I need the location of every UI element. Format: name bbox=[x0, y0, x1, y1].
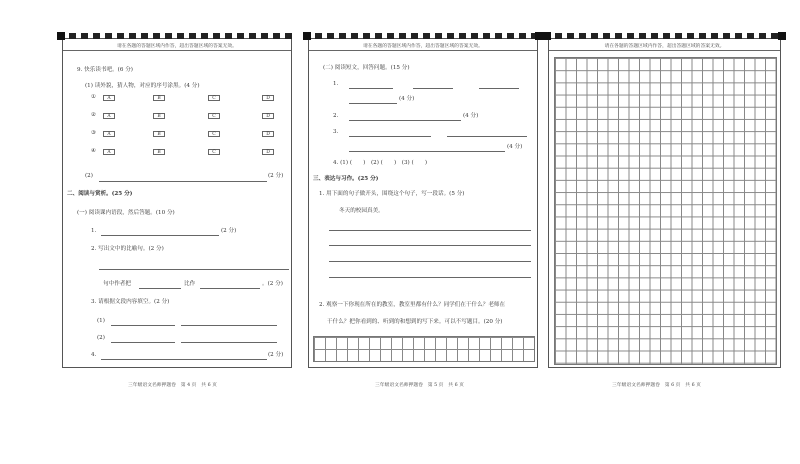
option-row-number: ① bbox=[91, 94, 97, 100]
subsection-2: (二) 阅读短文，回答问题。(15 分) bbox=[323, 65, 410, 71]
option-a-bubble[interactable]: A bbox=[103, 131, 115, 137]
page-4-top-dashes bbox=[57, 33, 297, 39]
q9-title: 9. 快乐读书吧。(6 分) bbox=[77, 67, 133, 73]
writing-line[interactable] bbox=[329, 230, 531, 231]
answer-line[interactable] bbox=[349, 103, 397, 104]
composition-grid[interactable] bbox=[313, 336, 535, 362]
a1: 1. bbox=[91, 228, 97, 234]
option-c-bubble[interactable]: C bbox=[208, 113, 220, 119]
writing-line[interactable] bbox=[329, 277, 531, 278]
answer-line[interactable] bbox=[111, 325, 175, 326]
option-b-bubble[interactable]: B bbox=[153, 113, 165, 119]
option-d-bubble[interactable]: D bbox=[262, 95, 274, 101]
q9-1: (1) 读外貌，猜人物，对应的序号涂黑。(4 分) bbox=[85, 83, 200, 89]
b1: 1. bbox=[333, 81, 339, 87]
b4: 4. (1) ( ) (2) ( ) (3) ( ) bbox=[333, 160, 428, 166]
page-6 bbox=[548, 38, 781, 368]
option-b-bubble[interactable]: B bbox=[153, 95, 165, 101]
header-divider bbox=[549, 50, 780, 51]
option-a-bubble[interactable]: A bbox=[103, 95, 115, 101]
section-2-title: 二、阅读与赏析。(25 分) bbox=[67, 191, 133, 197]
page-5-footer: 三年级语文名师押题卷 第 5 页 共 6 页 bbox=[375, 383, 464, 388]
composition-grid[interactable] bbox=[554, 57, 777, 365]
a1-score: (2 分) bbox=[221, 228, 237, 234]
answer-line[interactable] bbox=[349, 151, 505, 152]
a4: 4. bbox=[91, 352, 97, 358]
answer-line[interactable] bbox=[139, 288, 181, 289]
answer-line[interactable] bbox=[181, 342, 277, 343]
option-c-bubble[interactable]: C bbox=[208, 149, 220, 155]
answer-line[interactable] bbox=[413, 88, 453, 89]
c1-prompt: 冬天的校园真美。 bbox=[339, 208, 384, 214]
option-d-bubble[interactable]: D bbox=[262, 149, 274, 155]
option-c-bubble[interactable]: C bbox=[208, 95, 220, 101]
answer-line[interactable] bbox=[101, 235, 219, 236]
header-divider bbox=[63, 50, 291, 51]
writing-line[interactable] bbox=[329, 245, 531, 246]
option-c-bubble[interactable]: C bbox=[208, 131, 220, 137]
b3-score: (4 分) bbox=[507, 144, 523, 150]
option-d-bubble[interactable]: D bbox=[262, 131, 274, 137]
page-6-footer: 三年级语文名师押题卷 第 6 页 共 6 页 bbox=[612, 383, 701, 388]
page-4-footer: 三年级语文名师押题卷 第 4 页 共 6 页 bbox=[128, 383, 217, 388]
answer-line[interactable] bbox=[181, 325, 277, 326]
answer-line[interactable] bbox=[101, 359, 267, 360]
page-6-top-dashes bbox=[543, 33, 786, 39]
answer-line[interactable] bbox=[99, 269, 289, 270]
answer-line[interactable] bbox=[349, 136, 431, 137]
a2-line: 句中作者把 bbox=[103, 281, 131, 287]
header-note: 请在各题的答题区域内作答，超出答题区域的答案无效。 bbox=[604, 44, 725, 49]
b2: 2. bbox=[333, 113, 339, 119]
option-row-number: ④ bbox=[91, 148, 97, 154]
answer-line[interactable] bbox=[479, 88, 519, 89]
a2-mid: 比作 bbox=[184, 281, 196, 287]
answer-line[interactable] bbox=[111, 342, 175, 343]
option-b-bubble[interactable]: B bbox=[153, 131, 165, 137]
a4-score: (2 分) bbox=[268, 352, 284, 358]
page-5 bbox=[308, 38, 538, 368]
q9-2: (2) bbox=[85, 173, 93, 179]
header-note: 请在各题的答题区域内作答，超出答题区域的答案无效。 bbox=[363, 44, 483, 49]
subsection-1: (一) 阅读课内语段，然后答题。(10 分) bbox=[77, 210, 175, 216]
option-a-bubble[interactable]: A bbox=[103, 113, 115, 119]
a3-1: (1) bbox=[97, 318, 105, 324]
c2-line-2: 干什么？把你看到的、听到的和想到的写下来。可以不写题目。(20 分) bbox=[327, 319, 503, 325]
b1-score: (4 分) bbox=[399, 96, 415, 102]
option-b-bubble[interactable]: B bbox=[153, 149, 165, 155]
page-5-top-dashes bbox=[303, 33, 543, 39]
answer-line[interactable] bbox=[200, 288, 260, 289]
answer-line[interactable] bbox=[99, 181, 267, 182]
option-row-number: ② bbox=[91, 112, 97, 118]
option-row-number: ③ bbox=[91, 130, 97, 136]
c1: 1. 用下面的句子做开头，围绕这个句子，写一段话。(5 分) bbox=[319, 191, 465, 197]
answer-line[interactable] bbox=[447, 136, 527, 137]
page-4 bbox=[62, 38, 292, 368]
b3: 3. bbox=[333, 129, 339, 135]
option-d-bubble[interactable]: D bbox=[262, 113, 274, 119]
q9-2-score: (2 分) bbox=[268, 173, 284, 179]
a2-end: 。(2 分) bbox=[262, 281, 283, 287]
a3-2: (2) bbox=[97, 335, 105, 341]
answer-line[interactable] bbox=[349, 120, 461, 121]
a3: 3. 请根据文段内容填空。(2 分) bbox=[91, 299, 170, 305]
a2: 2. 写出文中的比喻句。(2 分) bbox=[91, 246, 164, 252]
header-note: 请在各题的答题区域内作答，超出答题区域的答案无效。 bbox=[117, 44, 237, 49]
option-a-bubble[interactable]: A bbox=[103, 149, 115, 155]
answer-line[interactable] bbox=[349, 88, 393, 89]
c2-line-1: 2. 观察一下你现在所在的教室，教室里都有什么？同学们在干什么？老师在 bbox=[319, 302, 506, 308]
section-3-title: 三、表达与习作。(25 分) bbox=[313, 176, 379, 182]
writing-line[interactable] bbox=[329, 261, 531, 262]
header-divider bbox=[309, 50, 537, 51]
b2-score: (4 分) bbox=[463, 113, 479, 119]
